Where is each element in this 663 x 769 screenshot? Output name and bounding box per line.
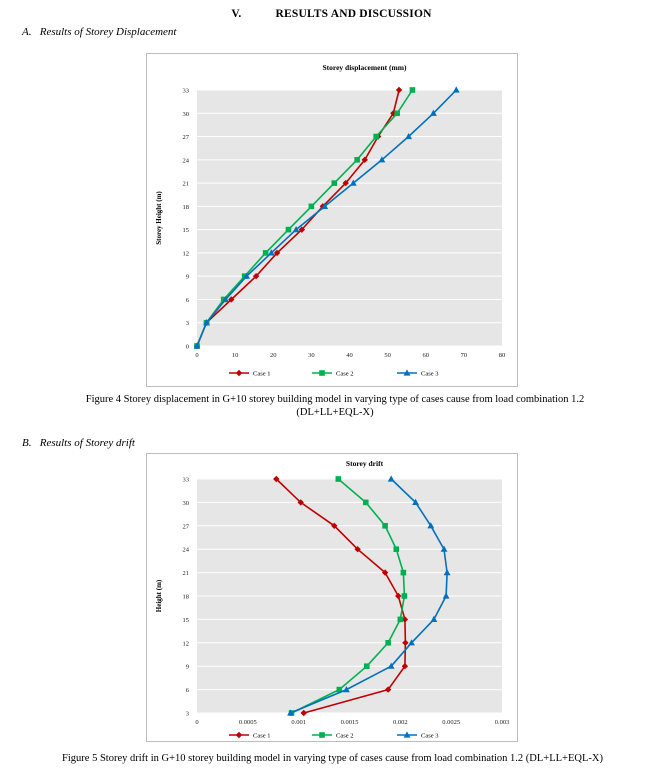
disp-x-tick-label: 80 xyxy=(498,352,506,359)
drift-series-2-point xyxy=(401,570,407,576)
subsection-b-label: B. xyxy=(22,437,32,449)
drift-series-2-point xyxy=(402,593,408,599)
drift-series-2-point xyxy=(393,546,399,552)
figure-5-caption-line1: Figure 5 Storey drift in G+10 storey building model in varying type of cases cause from load combination 1.2 (DL+LL+EQL-X) xyxy=(62,753,603,764)
drift-series-2-point xyxy=(336,476,342,482)
drift-y-tick-label: 33 xyxy=(182,476,189,484)
drift-series-2-point xyxy=(364,663,370,669)
disp-x-tick-label: 70 xyxy=(460,352,468,359)
figure-4-chart xyxy=(146,53,518,387)
disp-x-tick-label: 50 xyxy=(384,352,391,359)
disp-x-tick-label: 40 xyxy=(346,352,353,359)
disp-series-2-point xyxy=(394,110,400,116)
disp-x-tick-label: 0 xyxy=(195,352,199,359)
drift-series-2-point xyxy=(382,523,388,529)
drift-y-tick-label: 15 xyxy=(182,616,189,624)
disp-x-tick-label: 10 xyxy=(231,352,239,359)
drift-y-tick-label: 24 xyxy=(182,546,189,554)
disp-y-tick-label: 9 xyxy=(185,273,189,281)
drift-y-tick-label: 27 xyxy=(182,523,189,531)
disp-y-tick-label: 15 xyxy=(182,227,189,235)
section-title: RESULTS AND DISCUSSION xyxy=(275,8,432,20)
drift-y-tick-label: 18 xyxy=(182,593,189,601)
subsection-a-label: A. xyxy=(22,26,32,38)
drift-legend-label-3: Case 3 xyxy=(421,732,439,740)
drift-y-tick-label: 30 xyxy=(182,499,189,507)
disp-legend-marker-1 xyxy=(236,370,242,376)
disp-series-2-point xyxy=(286,227,292,233)
disp-legend-label-1: Case 1 xyxy=(253,370,271,378)
disp-y-tick-label: 18 xyxy=(182,203,189,211)
figure-5-chart xyxy=(146,453,518,742)
drift-legend-label-1: Case 1 xyxy=(253,732,271,740)
figure-5-caption xyxy=(10,752,655,765)
disp-x-tick-label: 30 xyxy=(308,352,315,359)
subsection-b-title: Results of Storey drift xyxy=(39,437,135,449)
section-heading xyxy=(0,8,663,20)
drift-series-2-point xyxy=(385,640,391,646)
drift-chart-title: Storey drift xyxy=(345,459,384,468)
drift-y-tick-label: 6 xyxy=(185,687,189,695)
disp-chart-title: Storey displacement (mm) xyxy=(322,63,407,72)
disp-series-2-point xyxy=(309,204,315,210)
drift-y-tick-label: 12 xyxy=(182,640,189,648)
drift-y-tick-label: 9 xyxy=(185,663,189,671)
section-number: V. xyxy=(231,8,242,20)
disp-y-tick-label: 0 xyxy=(185,343,189,351)
drift-x-tick-label: 0.0005 xyxy=(238,719,257,726)
figure-4-caption-line2: (DL+LL+EQL-X) xyxy=(296,407,374,418)
disp-y-axis-label: Storey Height (m) xyxy=(155,191,163,245)
disp-legend-marker-2 xyxy=(319,370,325,376)
subsection-a-title: Results of Storey Displacement xyxy=(39,26,177,38)
disp-x-tick-label: 60 xyxy=(422,352,429,359)
drift-legend-marker-2 xyxy=(319,732,325,738)
figure-4-caption-line1: Figure 4 Storey displacement in G+10 storey building model in varying type of cases cause from load combination 1.2 xyxy=(85,394,585,405)
subsection-b-heading xyxy=(22,437,135,449)
drift-chart-svg xyxy=(147,454,517,741)
disp-series-2-point xyxy=(263,250,269,256)
disp-series-2-point xyxy=(331,180,337,186)
disp-y-tick-label: 21 xyxy=(182,180,189,188)
drift-y-tick-label: 3 xyxy=(185,710,189,718)
disp-y-tick-label: 27 xyxy=(182,134,189,142)
disp-y-tick-label: 30 xyxy=(182,110,189,118)
displacement-chart-svg xyxy=(147,54,517,386)
disp-series-2-point xyxy=(354,157,360,163)
disp-plot-area xyxy=(197,90,502,346)
drift-series-2-point xyxy=(363,500,369,506)
disp-legend-label-3: Case 3 xyxy=(421,370,439,378)
figure-4-caption xyxy=(20,393,650,419)
disp-y-tick-label: 12 xyxy=(182,250,189,258)
disp-series-2-point xyxy=(410,87,416,93)
drift-x-tick-label: 0 xyxy=(195,719,199,726)
drift-series-2-point xyxy=(398,617,404,623)
disp-y-tick-label: 3 xyxy=(185,320,189,328)
disp-y-tick-label: 6 xyxy=(185,296,189,304)
drift-y-tick-label: 21 xyxy=(182,570,189,578)
drift-legend-label-2: Case 2 xyxy=(336,732,354,740)
drift-x-tick-label: 0.001 xyxy=(291,719,306,726)
drift-y-axis-label: Height (m) xyxy=(155,579,163,613)
disp-x-tick-label: 20 xyxy=(270,352,277,359)
drift-x-tick-label: 0.0025 xyxy=(442,719,461,726)
disp-legend-label-2: Case 2 xyxy=(336,370,354,378)
drift-legend-marker-1 xyxy=(236,732,242,738)
drift-x-tick-label: 0.003 xyxy=(494,719,510,726)
disp-y-tick-label: 24 xyxy=(182,157,189,165)
drift-x-tick-label: 0.0015 xyxy=(340,719,359,726)
subsection-a-heading xyxy=(22,26,177,38)
drift-x-tick-label: 0.002 xyxy=(393,719,408,726)
disp-series-2-point xyxy=(373,134,379,140)
disp-y-tick-label: 33 xyxy=(182,87,189,95)
